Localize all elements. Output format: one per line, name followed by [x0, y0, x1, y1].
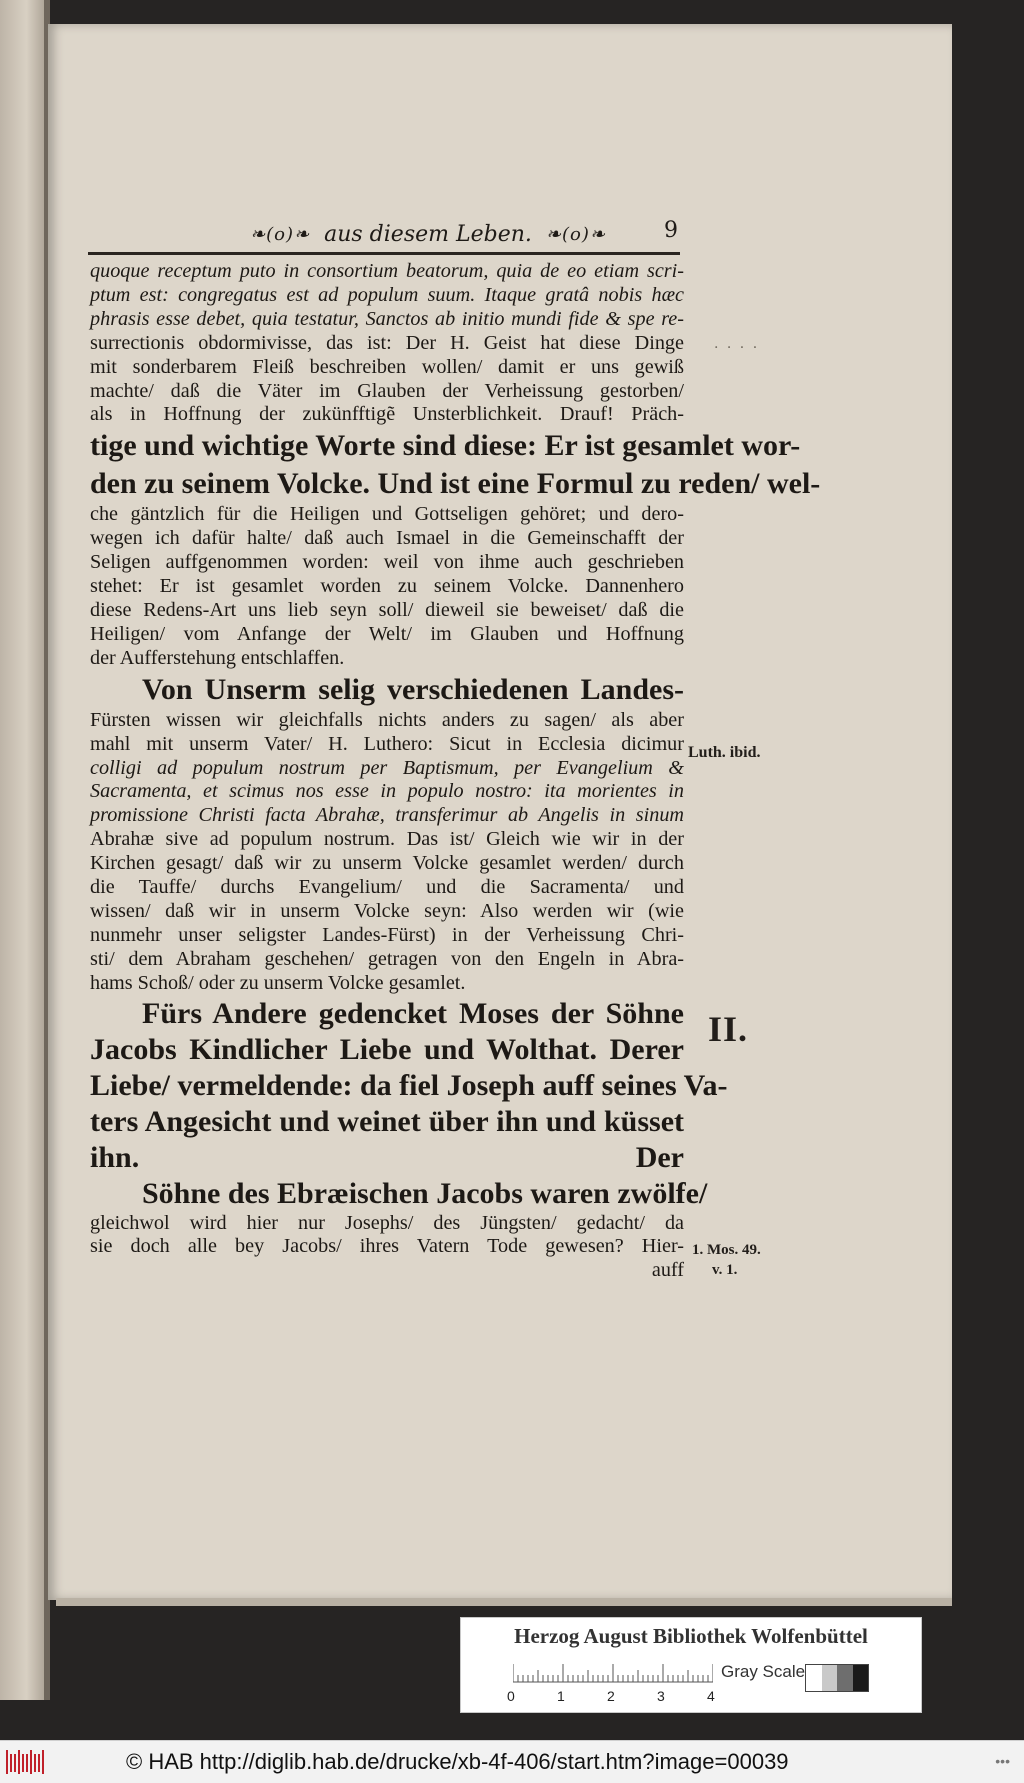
logo-bar — [38, 1754, 40, 1772]
paragraph-heading: Von Unserm selig verschiedenen Landes- — [142, 672, 684, 706]
text-line: Heiligen/ vom Anfange der Welt/ im Glauben und Hoffnung — [90, 622, 684, 645]
ruler-labels — [507, 1688, 737, 1706]
text-line: mit sonderbarem Fleiß beschreiben wollen/ damit er uns gewiß — [90, 355, 684, 378]
text-line: promissione Christi facta Abrahæ, transferimur ab Angelis in sinum — [90, 804, 684, 827]
text-line: hams Schoß/ oder zu unserm Volcke gesamlet. — [90, 971, 466, 994]
text-line: phrasis esse debet, quia testatur, Sanctos ab initio mundi fide & spe re- — [90, 307, 684, 330]
previous-page-edge — [0, 0, 48, 1700]
ruler-label: 1 — [557, 1688, 565, 1704]
text-line: machte/ daß die Väter im Glauben der Verheissung gestorben/ — [90, 379, 684, 402]
gray-patch-swatch — [837, 1665, 853, 1691]
gray-patch-swatch — [806, 1665, 822, 1691]
text-line: surrectionis obdormivisse, das ist: Der H. Geist hat diese Dinge — [90, 331, 684, 354]
page-edge — [56, 1598, 952, 1606]
margin-note-mos-ref: 1. Mos. 49. — [692, 1242, 761, 1258]
margin-dots: · · · · — [714, 340, 760, 356]
ruler-label: 2 — [607, 1688, 615, 1704]
text-line: als in Hoffnung der zukünfftigẽ Unsterblichkeit. Drauf! Präch- — [90, 403, 684, 426]
text-line: colligi ad populum nostrum per Baptismum, per Evangelium & — [90, 756, 684, 779]
text-line: nunmehr unser seligster Landes-Fürst) in der Verheissung Chri- — [90, 923, 684, 946]
text-line: che gäntzlich für die Heiligen und Gottseligen gehöret; und dero- — [90, 503, 684, 526]
header-rule — [88, 252, 680, 255]
text-line: ptum est: congregatus est ad populum suum. Itaque gratâ nobis hæc — [90, 283, 684, 306]
logo-bar — [26, 1754, 28, 1772]
text-line: Sacramenta, et scimus nos esse in populo nostro: ita morientes in — [90, 780, 684, 803]
text-line: stehet: Er ist gesamlet worden zu seinem Volcke. Dannenhero — [90, 575, 684, 598]
logo-bar — [42, 1750, 44, 1774]
ornament-right: ❧(o)❧ — [545, 223, 606, 245]
ruler-label: 3 — [657, 1688, 665, 1704]
library-color-card — [460, 1617, 922, 1713]
ruler-label: 4 — [707, 1688, 715, 1704]
paragraph-heading: Fürs Andere gedencket Moses der Söhne — [142, 996, 684, 1030]
gray-patch-swatch — [822, 1665, 838, 1691]
gray-scale-label: Gray Scale — [721, 1662, 806, 1681]
text-line: die Tauffe/ durchs Evangelium/ und die Sacramenta/ und — [90, 876, 684, 899]
text-line: Abrahæ sive ad populum nostrum. Das ist/ Gleich wie wir in der — [90, 828, 684, 851]
running-head-title: aus diesem Leben. — [324, 221, 532, 247]
margin-note-mos-verse: v. 1. — [712, 1262, 738, 1278]
margin-note-section: II. — [708, 1009, 749, 1049]
catchword: auff — [651, 1259, 684, 1282]
text-line: wissen/ daß wir in unserm Volcke seyn: Also werden wir (wie — [90, 899, 684, 922]
text-line: Seligen auffgenommen worden: weil von ihme auch geschrieben — [90, 551, 684, 574]
text-line: den zu seinem Volcke. Und ist eine Formul zu reden/ wel- — [90, 467, 821, 501]
logo-bar — [22, 1754, 24, 1772]
logo-bar — [30, 1750, 32, 1774]
viewer-footer — [0, 1740, 1024, 1783]
text-line: tige und wichtige Worte sind diese: Er ist gesamlet wor- — [90, 429, 801, 463]
text-line: der Aufferstehung entschlaffen. — [90, 646, 345, 669]
text-line: sti/ dem Abraham geschehen/ getragen von den Engeln in Abra- — [90, 947, 684, 970]
logo-bar — [34, 1754, 36, 1772]
text-line: Fürsten wissen wir gleichfalls nichts anders zu sagen/ als aber — [90, 708, 684, 731]
logo-bar — [6, 1750, 8, 1774]
gray-scale-patch — [805, 1664, 869, 1692]
running-head — [168, 214, 688, 254]
library-name: Herzog August Bibliothek Wolfenbüttel — [514, 1624, 868, 1648]
ornament-left: ❧(o)❧ — [250, 223, 311, 245]
footer-credit-link[interactable]: © HAB http://diglib.hab.de/drucke/xb-4f-406/start.htm?image=00039 — [126, 1749, 789, 1774]
gray-patch-swatch — [853, 1665, 869, 1691]
margin-note-luther: Luth. ibid. — [688, 744, 761, 761]
logo-bar — [18, 1750, 20, 1774]
margin-note-scripture — [692, 1240, 761, 1280]
paragraph-heading: Söhne des Ebræischen Jacobs waren zwölfe/ — [142, 1176, 708, 1210]
text-line: diese Redens-Art uns lieb seyn soll/ dieweil sie beweiset/ daß die — [90, 598, 684, 621]
text-line: Jacobs Kindlicher Liebe und Wolthat. Derer — [90, 1032, 684, 1066]
text-line: Liebe/ vermeldende: da fiel Joseph auff seines Va- — [90, 1068, 728, 1102]
text-line: mahl mit unserm Vater/ H. Luthero: Sicut in Ecclesia dicimur — [90, 732, 684, 755]
text-line: ters Angesicht und weinet über ihn und küsset — [90, 1104, 684, 1138]
text-line: sie doch alle bey Jacobs/ ihres Vatern Tode gewesen? Hier- — [90, 1235, 684, 1258]
page-number: 9 — [664, 218, 678, 243]
text-line: Kirchen gesagt/ daß wir zu unserm Volcke gesamlet werden/ durch — [90, 852, 684, 875]
text-line: gleichwol wird hier nur Josephs/ des Jüngsten/ gedacht/ da — [90, 1211, 684, 1234]
text-line: wegen ich dafür halte/ daß auch Ismael in die Gemeinschafft der — [90, 527, 684, 550]
text-line: quoque receptum puto in consortium beatorum, quia de eo etiam scri- — [90, 260, 684, 282]
hab-logo-icon[interactable] — [4, 1748, 46, 1776]
text-line: ihn. Der — [90, 1140, 684, 1174]
ruler-scale — [513, 1662, 713, 1684]
more-options-icon[interactable]: ••• — [995, 1753, 1010, 1769]
logo-bar — [10, 1754, 12, 1772]
logo-bar — [14, 1754, 16, 1772]
ruler-label: 0 — [507, 1688, 515, 1704]
